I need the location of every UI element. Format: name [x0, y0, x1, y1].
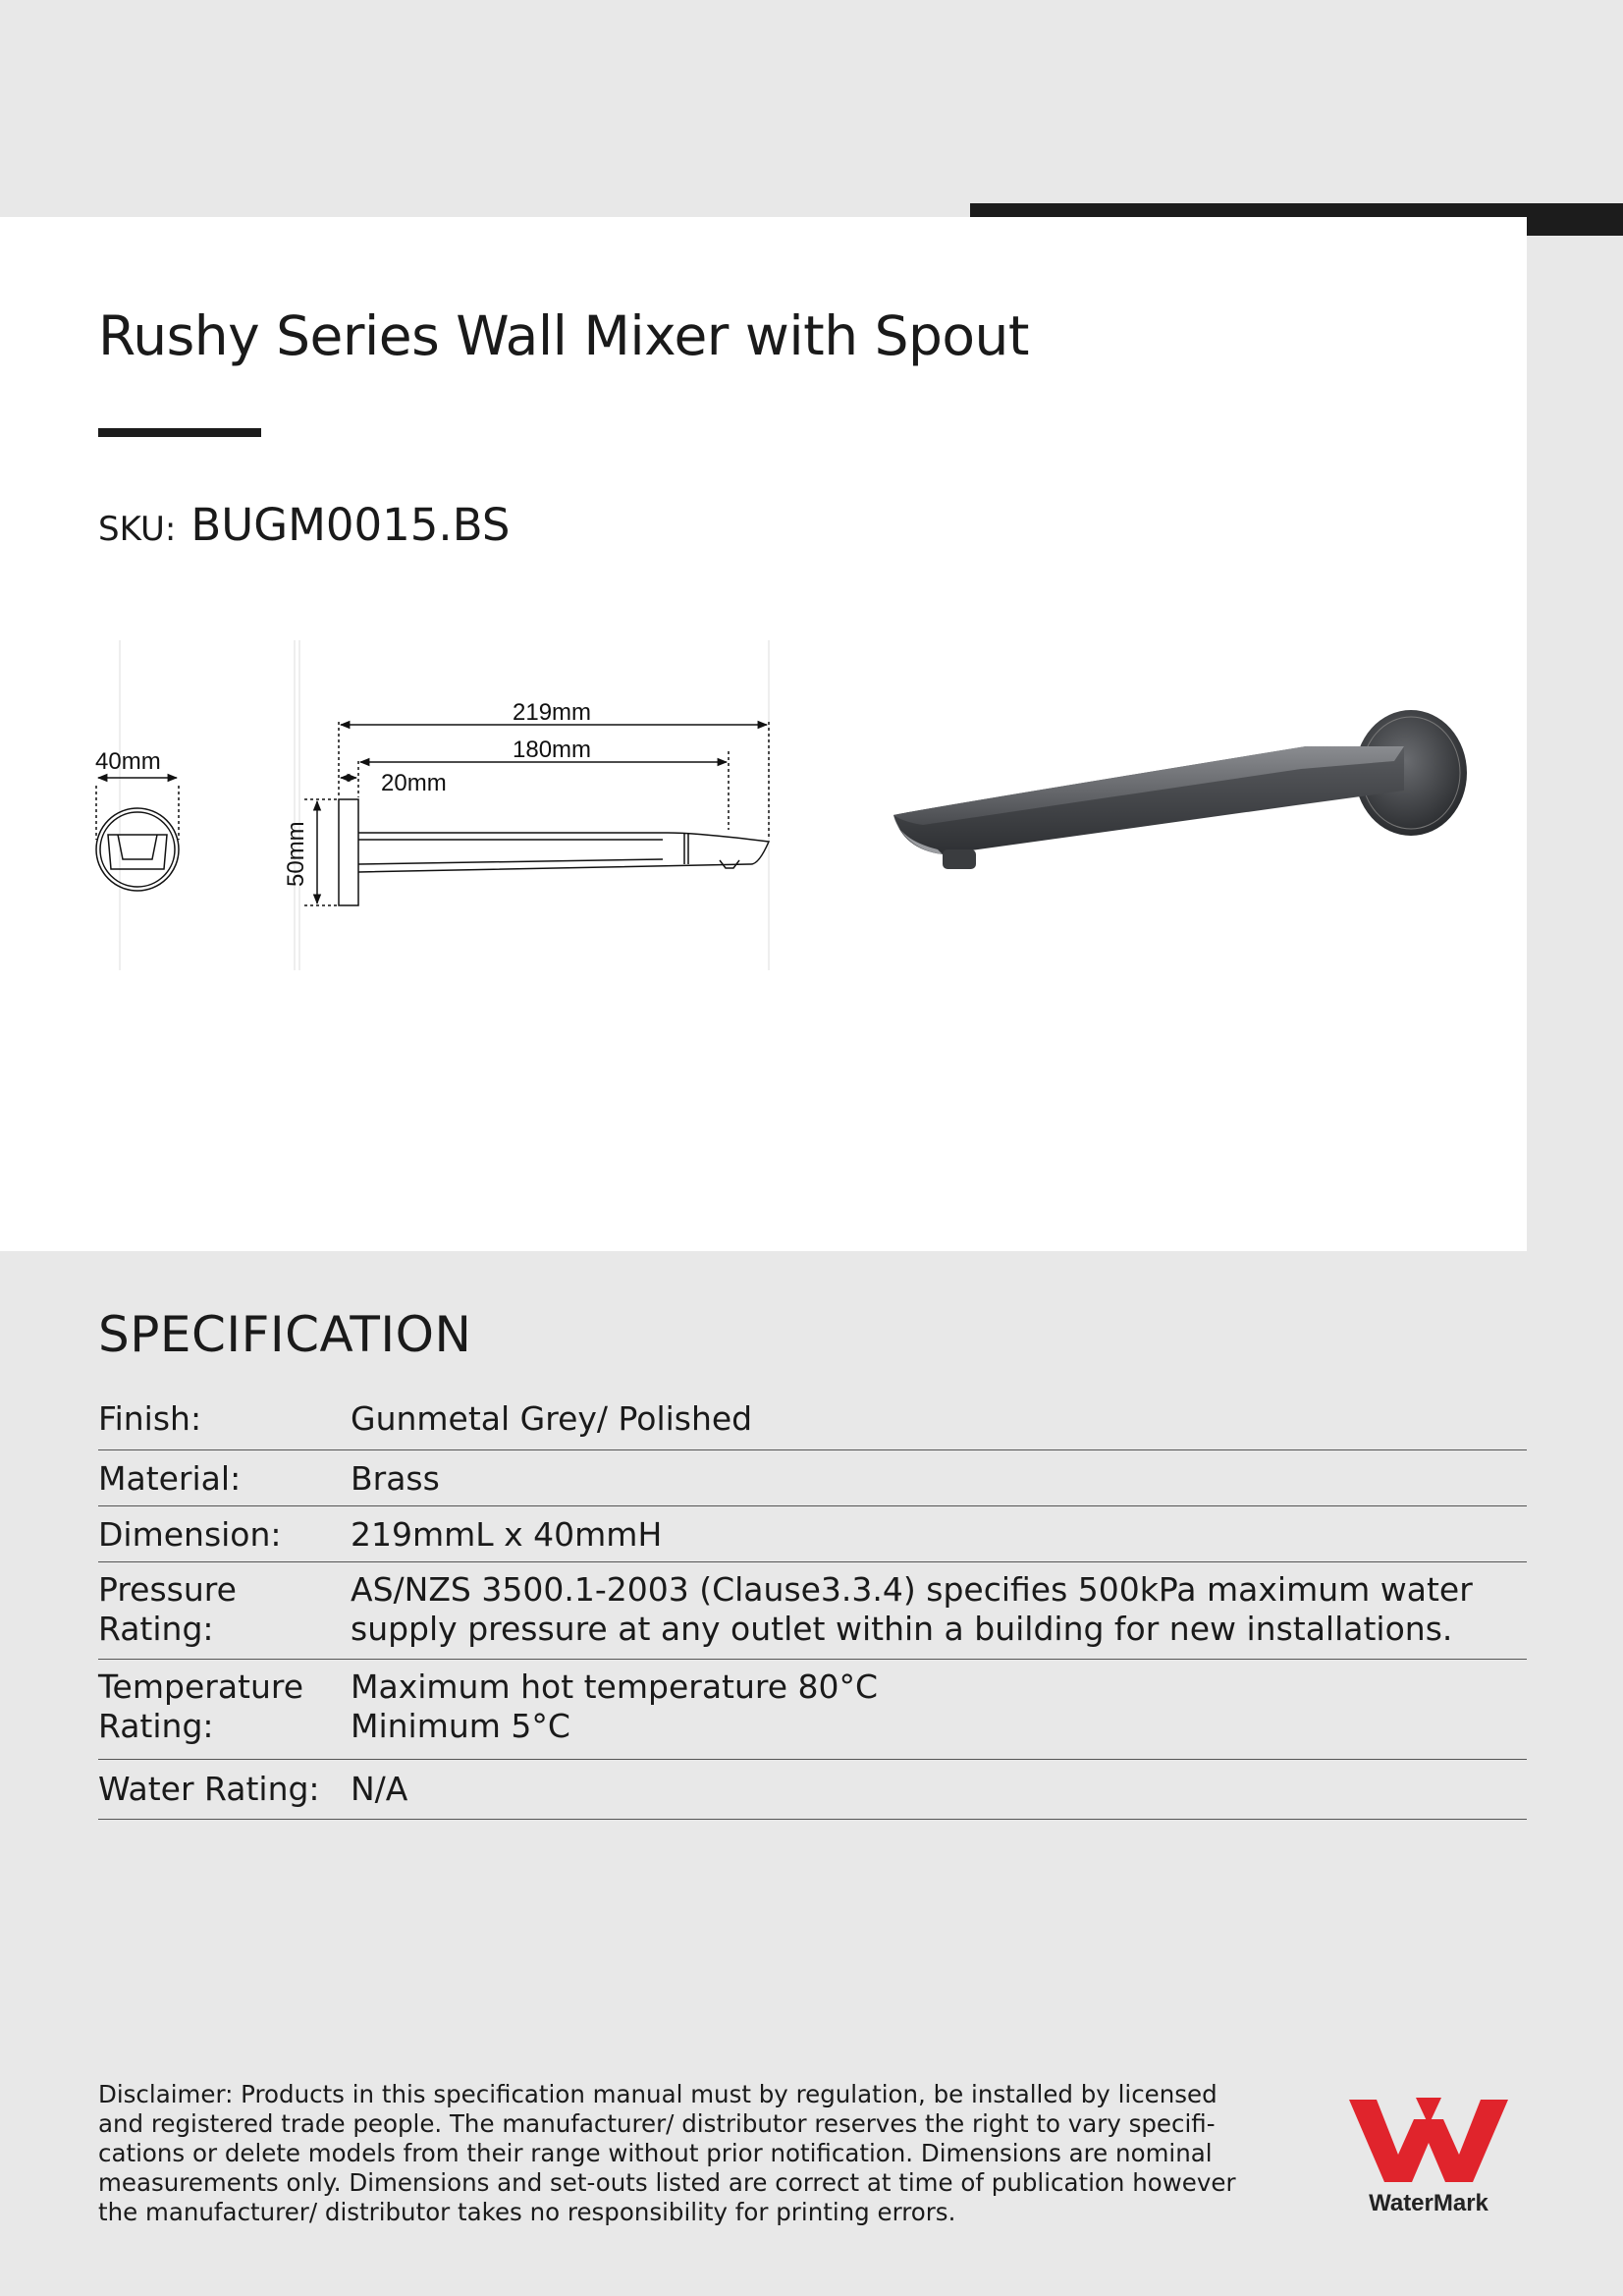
dim-plate-depth: 20mm [381, 770, 447, 796]
spec-value: N/A [351, 1770, 408, 1808]
sku-label: SKU: [98, 510, 177, 549]
dim-plate-diameter: 40mm [95, 748, 161, 775]
spec-value: Brass [351, 1459, 440, 1498]
spec-row-temperature-rating [98, 1660, 1527, 1760]
sku-line [98, 499, 510, 551]
spec-label: Water Rating: [98, 1770, 320, 1808]
technical-drawing [95, 638, 781, 972]
spec-label: Temperature Rating: [98, 1667, 304, 1745]
spec-label: Pressure Rating: [98, 1570, 237, 1648]
disclaimer: Disclaimer: Products in this specification manual must by regulation, be installed by licensed and registered trade people. The manufacturer/ distributor reserves the right to vary specifi- cations or delete models from their range without prior notification. Dimensions are nominal measurements only. Dimensions and set-outs listed are correct at time of publication however the manufacturer/ distributor takes no responsibility for printing errors. [98, 2080, 1236, 2226]
spec-label: Finish: [98, 1399, 202, 1438]
spec-value: Maximum hot temperature 80°C Minimum 5°C [351, 1667, 879, 1745]
spec-row-pressure-rating [98, 1562, 1527, 1660]
specification-table [98, 1399, 1527, 1820]
spec-value: Gunmetal Grey/ Polished [351, 1399, 753, 1438]
spec-label: Material: [98, 1459, 242, 1498]
title-underline [98, 428, 261, 437]
watermark-logo-icon [1347, 2098, 1510, 2184]
dim-spout-length: 180mm [513, 737, 592, 763]
spec-row-dimension [98, 1506, 1527, 1562]
spec-row-water-rating [98, 1760, 1527, 1820]
dim-plate-height: 50mm [283, 821, 309, 887]
sku-value: BUGM0015.BS [190, 499, 511, 551]
watermark-logo [1345, 2098, 1512, 2215]
spec-label: Dimension: [98, 1515, 282, 1554]
watermark-logo-text: WaterMark [1369, 2190, 1488, 2216]
specification-heading: SPECIFICATION [98, 1306, 472, 1363]
product-image [884, 702, 1473, 899]
spec-row-finish [98, 1399, 1527, 1450]
spec-value: AS/NZS 3500.1-2003 (Clause3.3.4) specifies 500kPa maximum water supply pressure at any outlet within a building for new installations. [351, 1570, 1473, 1648]
spec-row-material [98, 1450, 1527, 1506]
dim-overall-length: 219mm [513, 699, 592, 726]
page-title: Rushy Series Wall Mixer with Spout [98, 304, 1029, 367]
spec-value: 219mmL x 40mmH [351, 1515, 663, 1554]
